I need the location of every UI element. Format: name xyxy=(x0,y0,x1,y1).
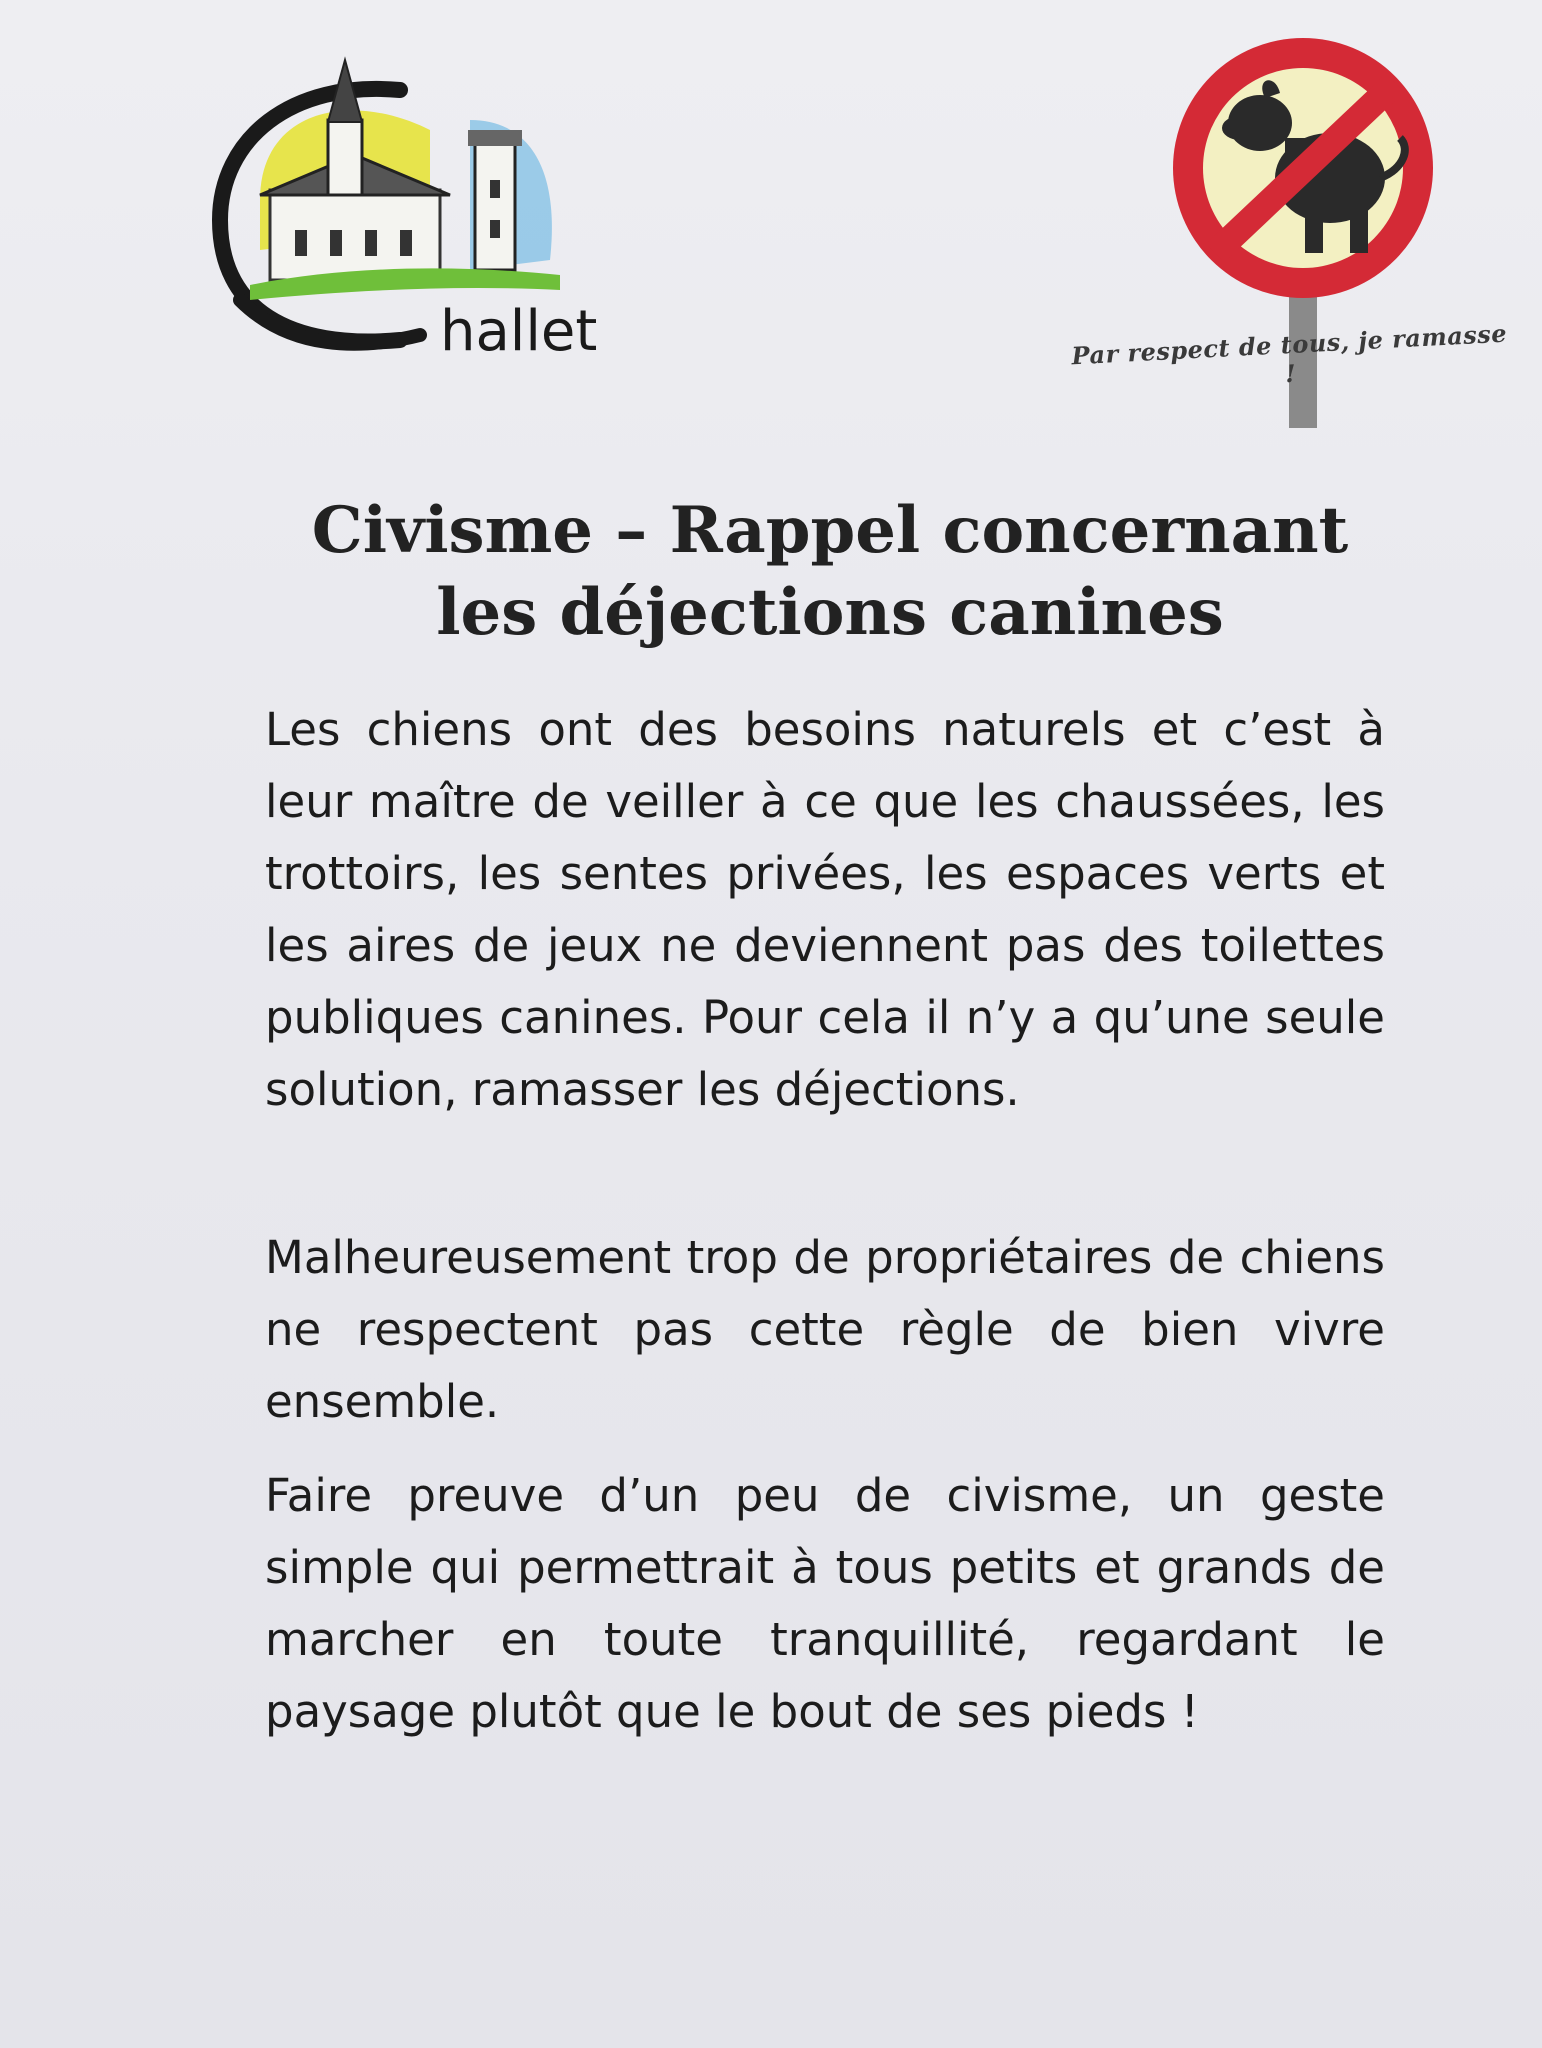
paragraph-3: Faire preuve d’un peu de civisme, un geste simple qui permettrait à tous petits et grands de marcher en toute tranquillité, regardant le paysage plutôt que le bout de ses pieds ! xyxy=(265,1469,1385,1738)
paragraph-2: Malheureusement trop de propriétaires de chiens ne respectent pas cette règle de bien vivre ensemble. xyxy=(265,1231,1385,1428)
title-line-1: Civisme – Rappel concernant xyxy=(311,493,1349,568)
commune-logo xyxy=(200,50,640,380)
title-line-2: les déjections canines xyxy=(436,575,1224,650)
challet-logo-graphic xyxy=(200,50,640,380)
sign-caption: Par respect de tous, je ramasse ! xyxy=(1070,318,1508,389)
paragraph-1: Les chiens ont des besoins naturels et c’est à leur maître de veiller à ce que les chaussées, les trottoirs, les sentes privées, les espaces verts et les aires de jeux ne deviennent pas des toilettes publiques canines. Pour cela il n’y a qu’une seule solution, ramasser les déjections. xyxy=(265,703,1385,1116)
page-title xyxy=(220,490,1440,654)
logo-wordmark: hallet xyxy=(440,299,598,364)
